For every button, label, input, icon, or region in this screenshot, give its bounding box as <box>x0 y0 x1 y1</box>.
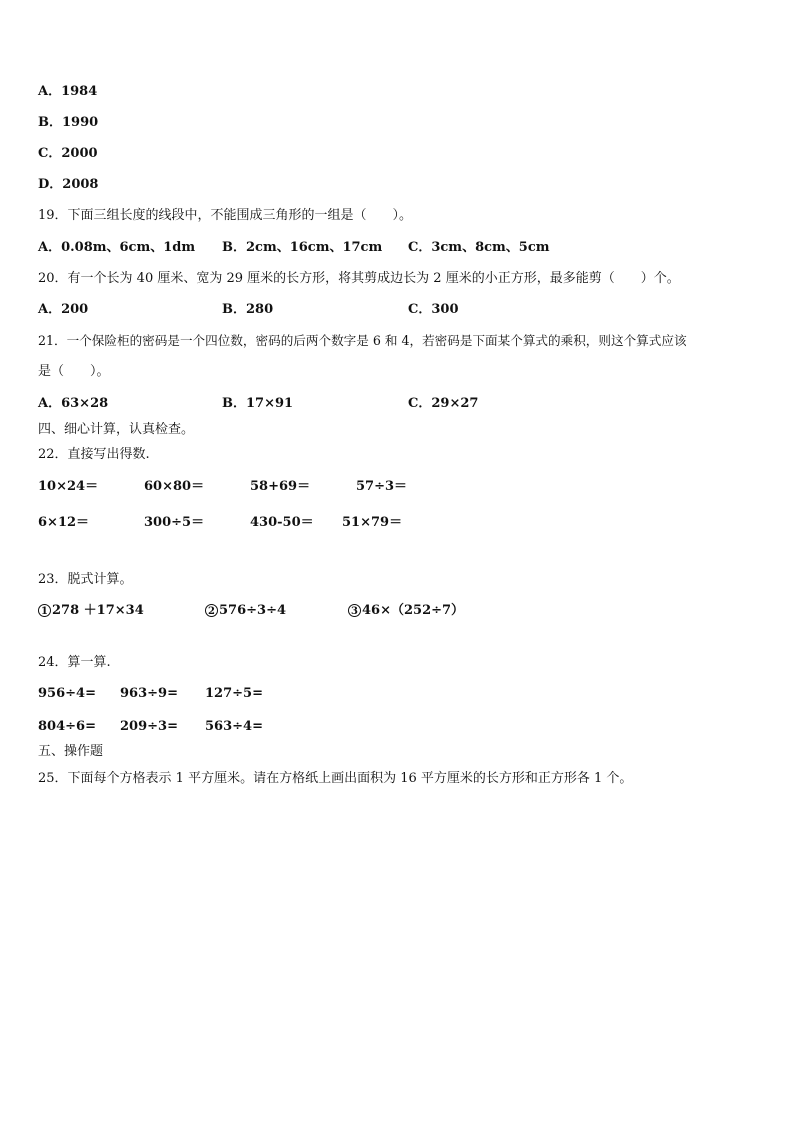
q24-r1-c2: 963÷9= <box>120 686 178 701</box>
q22-r2-c3: 430-50＝ <box>250 515 314 530</box>
option-c: C．2000 <box>38 146 98 161</box>
question-20-stem: 20．有一个长为 40 厘米、宽为 29 厘米的长方形，将其剪成边长为 2 厘米的小正方形，最多能剪（ ）个。 <box>38 271 680 286</box>
q19-option-c: C．3cm、8cm、5cm <box>408 240 550 255</box>
circled-number-3: 3 <box>348 604 361 617</box>
q22-r2-c2: 300÷5＝ <box>144 515 205 530</box>
question-25-stem: 25．下面每个方格表示 1 平方厘米。请在方格纸上画出面积为 16 平方厘米的长方形和正方形各 1 个。 <box>38 771 633 786</box>
q21-option-a: A．63×28 <box>38 396 109 411</box>
q23-expr-2: 576÷3÷4 <box>219 603 287 618</box>
q22-r1-c3: 58+69＝ <box>250 479 311 494</box>
q19-option-a: A．0.08m、6cm、1dm <box>38 240 196 255</box>
q24-r2-c3: 563÷4= <box>205 719 263 734</box>
q24-r1-c1: 956÷4= <box>38 686 96 701</box>
q24-r2-c2: 209÷3= <box>120 719 178 734</box>
question-23-stem: 23．脱式计算。 <box>38 572 133 587</box>
q22-r2-c4: 51×79＝ <box>342 515 403 530</box>
q23-item-1 <box>38 603 144 619</box>
q20-option-b: B．280 <box>222 302 274 317</box>
q22-r2-c1: 6×12＝ <box>38 515 90 530</box>
circled-number-1: 1 <box>38 604 51 617</box>
q23-expr-3: 46×（252÷7） <box>362 603 465 618</box>
option-a: A．1984 <box>38 84 98 99</box>
section-4-heading: 四、细心计算，认真检查。 <box>38 422 195 437</box>
q22-r1-c2: 60×80＝ <box>144 479 205 494</box>
question-24-stem: 24．算一算. <box>38 655 111 670</box>
section-5-heading: 五、操作题 <box>38 744 104 759</box>
q20-option-c: C．300 <box>408 302 459 317</box>
q19-option-b: B．2cm、16cm、17cm <box>222 240 383 255</box>
question-21-stem-line1: 21．一个保险柜的密码是一个四位数，密码的后两个数字是 6 和 4，若密码是下面某个算式的乘积，则这个算式应该 <box>38 333 687 348</box>
q23-item-2 <box>205 603 286 619</box>
q24-r2-c1: 804÷6= <box>38 719 96 734</box>
question-21-stem-line2: 是（ ）。 <box>38 364 110 379</box>
q22-r1-c4: 57÷3＝ <box>356 479 408 494</box>
option-d: D．2008 <box>38 177 99 192</box>
q23-expr-1: 278 ＋17×34 <box>52 603 144 618</box>
circled-number-2: 2 <box>205 604 218 617</box>
option-b: B．1990 <box>38 115 99 130</box>
q20-option-a: A．200 <box>38 302 89 317</box>
question-19-stem: 19．下面三组长度的线段中，不能围成三角形的一组是（ ）。 <box>38 208 413 223</box>
question-22-stem: 22．直接写出得数. <box>38 447 150 462</box>
q21-option-b: B．17×91 <box>222 396 294 411</box>
q24-r1-c3: 127÷5= <box>205 686 263 701</box>
q23-item-3 <box>348 603 464 619</box>
q22-r1-c1: 10×24＝ <box>38 479 99 494</box>
q21-option-c: C．29×27 <box>408 396 479 411</box>
